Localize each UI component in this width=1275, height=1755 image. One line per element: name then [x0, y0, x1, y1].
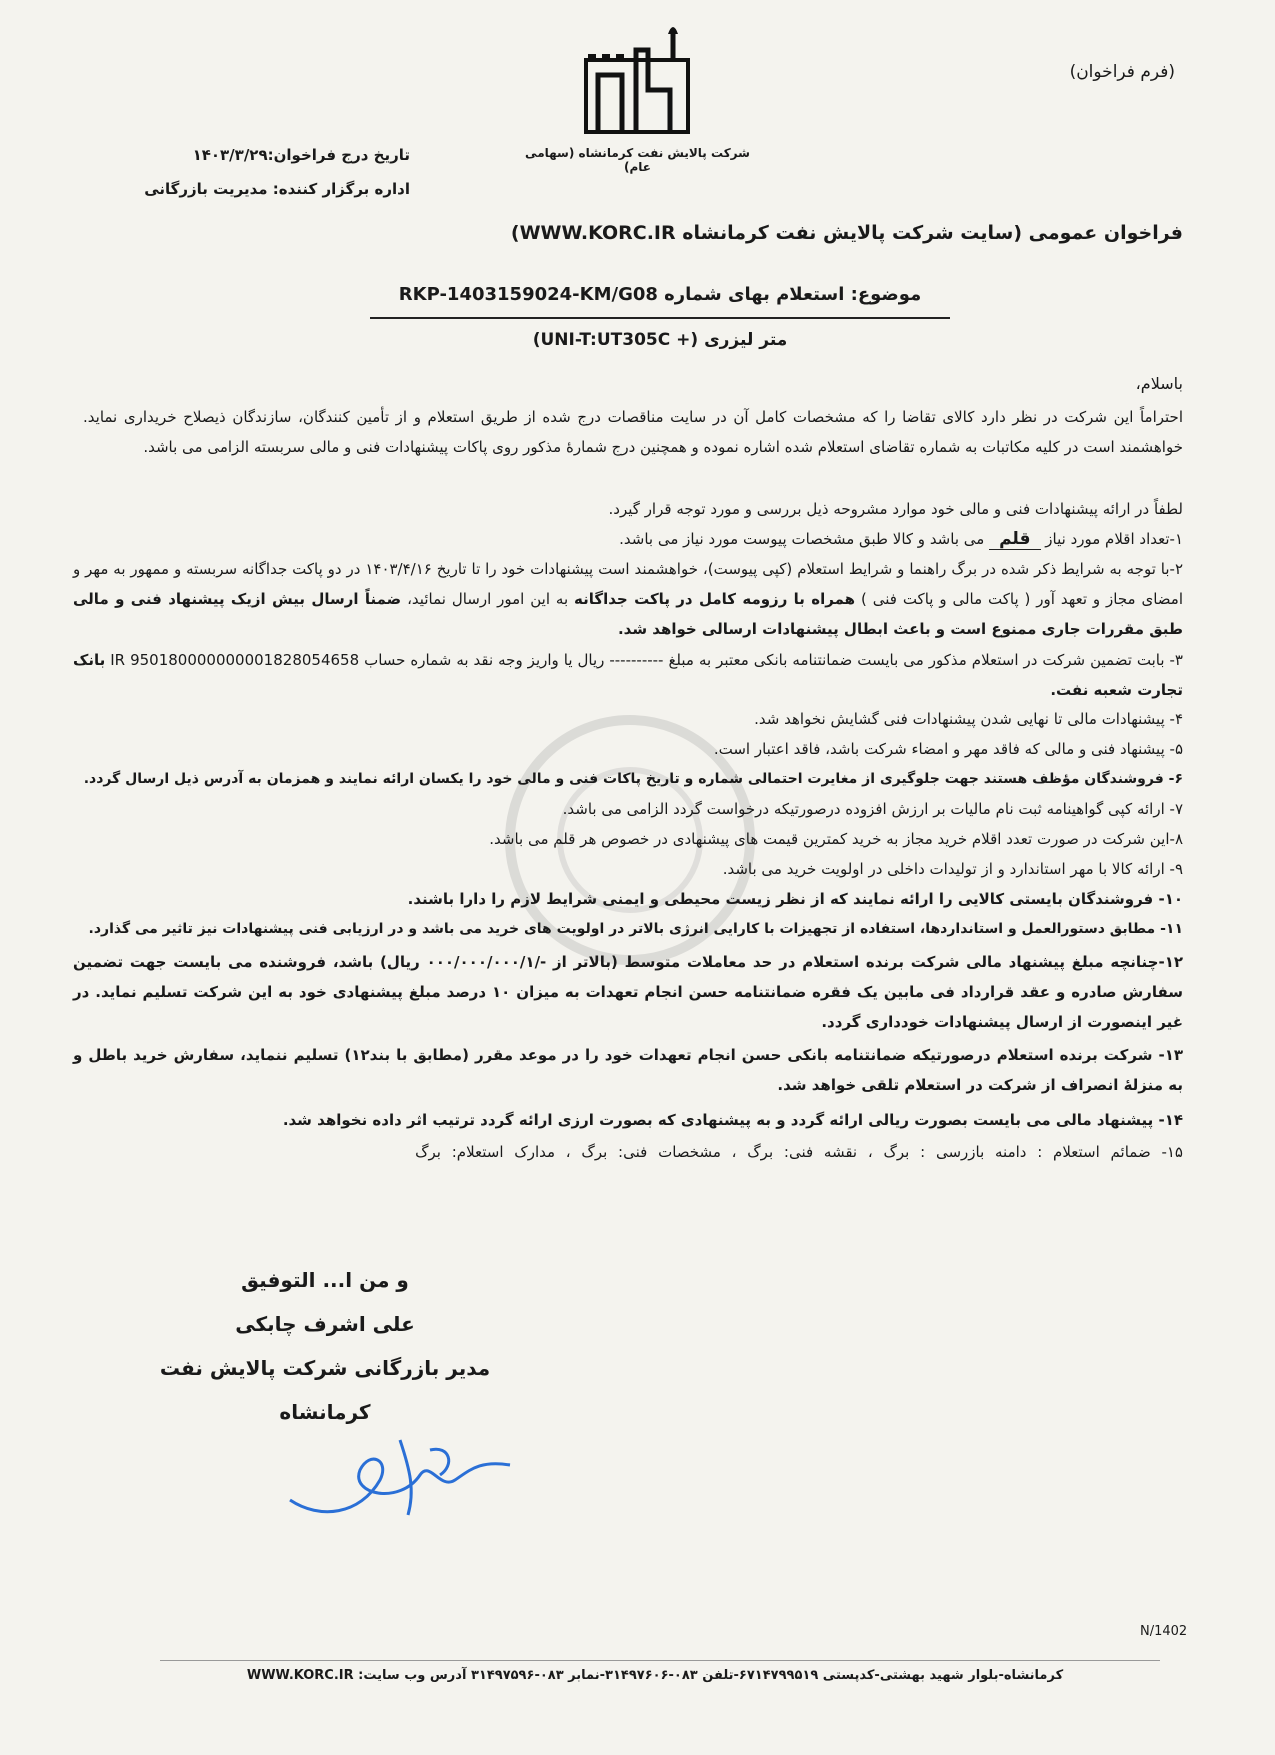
footer-divider [160, 1660, 1160, 1661]
item-15: ۱۵- ضمائم استعلام : دامنه بازرسی : برگ ، نقشه فنی: برگ ، مشخصات فنی: برگ ، مدارک استعلام: برگ [415, 1143, 1183, 1161]
reference-number: N/1402 [1140, 1624, 1188, 1639]
greeting: باسلام، [1135, 374, 1183, 393]
company-name: شرکت پالایش نفت کرمانشاه (سهامی عام) [525, 146, 750, 174]
company-logo-icon [578, 20, 696, 138]
item-5: ۵- پیشنهاد فنی و مالی که فاقد مهر و امضاء شرکت باشد، فاقد اعتبار است. [713, 740, 1183, 758]
item-11: ۱۱- مطابق دستورالعمل و استانداردها، استفاده از تجهیزات با کارایی انرژی بالاتر در اولویت های خرید می باشد و در ارزیابی فنی پیشنهادات نیز تاثیر می گذارد. [88, 921, 1183, 937]
item-1: ۱-تعداد اقلام مورد نیاز قلم می باشد و کالا طبق مشخصات پیوست مورد نیاز می باشد. [619, 529, 1183, 549]
closing-block [115, 1258, 535, 1434]
item-14: ۱۴- پیشنهاد مالی می بایست بصورت ریالی ارائه گردد و به پیشنهادی که بصورت ارزی ارائه گردد ترتیب اثر داده نخواهد شد. [282, 1111, 1183, 1129]
item-9: ۹- ارائه کالا با مهر استاندارد و از تولیدات داخلی در اولویت خرید می باشد. [722, 860, 1183, 878]
headline: فراخوان عمومی (سایت شرکت پالایش نفت کرمانشاه WWW.KORC.IR) [510, 222, 1183, 244]
subject-underline [370, 317, 950, 319]
signer-name: علی اشرف چابکی [235, 1312, 415, 1336]
item-10: ۱۰- فروشندگان بایستی کالایی را ارائه نمایند که از نظر زیست محیطی و ایمنی شرایط لازم را دارا باشند. [407, 890, 1183, 908]
intro-paragraph: احتراماً این شرکت در نظر دارد کالای تقاضا را که مشخصات کامل آن در سایت مناقصات درج شده از طریق استعلام و از تأمین کنندگان، سازندگان ذیصلاح خریداری نماید. خواهشمند است در کلیه مکاتبات به شماره تقاضای استعلام شده اشاره نموده و همچنین درج شمارهٔ مذکور روی پاکات پیشنهادات فنی و مالی سربسته الزامی می باشد. [83, 408, 1183, 456]
item-6: ۶- فروشندگان مؤظف هستند جهت جلوگیری از مغایرت احتمالی شماره و تاریخ پاکات فنی و مالی خود را یکسان ارائه نمایند و همزمان به آدرس ذیل ارسال گردد. [83, 771, 1183, 787]
form-label: (فرم فراخوان) [1069, 62, 1175, 82]
subtitle: متر لیزری (+ UNI-T:UT305C) [532, 330, 788, 350]
item-1-unit: قلم [989, 529, 1040, 550]
signer-title: مدیر بازرگانی شرکت پالایش نفت کرمانشاه [159, 1356, 491, 1424]
request-line: لطفاً در ارائه پیشنهادات فنی و مالی خود موارد مشروحه ذیل بررسی و مورد توجه قرار گیرد. [608, 500, 1183, 518]
item-2: ۲-با توجه به شرایط ذکر شده در برگ راهنما و شرایط استعلام (کپی پیوست)، خواهشمند است پیشنهادات خود را تا تاریخ ۱۴۰۳/۴/۱۶ در دو پاکت جداگانه سربسته و ممهور به مهر و امضای مجاز و تعهد آور ( پاکت مالی و پاکت فنی ) همراه با رزومه کامل در پاکت جداگانه به این امور ارسال نمائید، ضمناً ارسال بیش ازیک پیشنهاد فنی و مالی طبق مقررات جاری ممنوع است و باعث ابطال پیشنهادات ارسالی خواهد شد. [73, 560, 1184, 638]
meta-info [110, 138, 410, 206]
signature-icon [280, 1420, 520, 1530]
item-7: ۷- ارائه کپی گواهینامه ثبت نام مالیات بر ارزش افزوده درصورتیکه درخواست گردد الزامی می باشد. [562, 800, 1183, 818]
item-8: ۸-این شرکت در صورت تعدد اقلام خرید مجاز به خرید کمترین قیمت های پیشنهادی در خصوص هر قلم می باشد. [489, 830, 1183, 848]
closing-phrase: و من ا... التوفیق [241, 1268, 409, 1292]
item-4: ۴- پیشنهادات مالی تا نهایی شدن پیشنهادات فنی گشایش نخواهد شد. [754, 710, 1183, 728]
organizing-office: اداره برگزار کننده: مدیریت بازرگانی [144, 180, 410, 198]
item-13: ۱۳- شرکت برنده استعلام درصورتیکه ضمانتنامه بانکی حسن انجام تعهدات خود را در موعد مقرر (مطابق با بند۱۲) تسلیم ننماید، سفارش خرید باطل و به منزلهٔ انصراف از شرکت در استعلام تلقی خواهد شد. [73, 1046, 1184, 1094]
subject: موضوع: استعلام بهای شماره RKP-1403159024-KM/G08 [398, 284, 922, 305]
posting-date: تاریخ درج فراخوان:۱۴۰۳/۳/۲۹ [192, 146, 410, 164]
item-3: ۳- بابت تضمین شرکت در استعلام مذکور می بایست ضمانتنامه بانکی معتبر به مبلغ ---------- ریال یا واریز وجه نقد به شماره حساب IR 950180000000001828054658 بانک تجارت شعبه نفت. [73, 651, 1183, 699]
footer-address: کرمانشاه-بلوار شهید بهشتی-کدپستی ۶۷۱۴۷۹۹۵۱۹-تلفن ۰۸۳-۳۱۴۹۷۶۰۶-نمابر ۰۸۳-۳۱۴۹۷۵۹۶ آدرس وب سایت: WWW.KORC.IR [246, 1668, 1064, 1683]
item-12: ۱۲-چنانچه مبلغ پیشنهاد مالی شرکت برنده استعلام در حد معاملات متوسط (بالاتر از -/۰۰۰/۰۰۰/۰۰۰/۱ ریال) باشد، فروشنده می بایست جهت تضمین سفارش صادره و عقد قرارداد فی مابین یک فقره ضمانتنامه حسن انجام تعهدات به میزان ۱۰ درصد مبلغ پیشنهادی خود به این شرکت تسلیم نماید. در غیر اینصورت از ارسال پیشنهادات خودداری گردد. [73, 953, 1183, 1031]
